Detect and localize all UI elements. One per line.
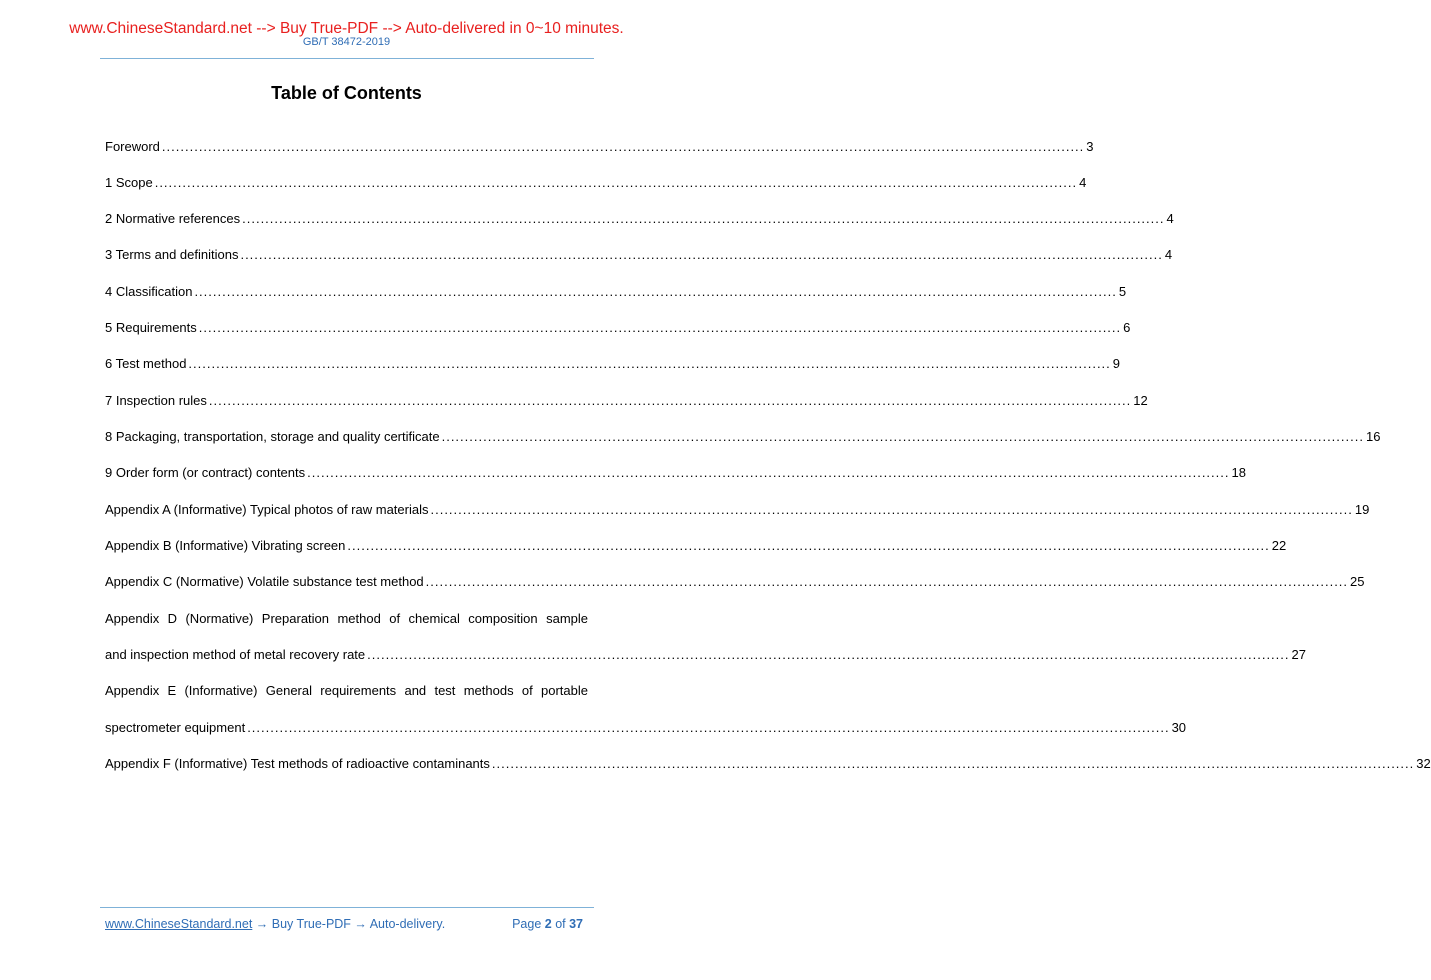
dot-leader: ........................................................................................................................................................................................................ — [347, 538, 1270, 553]
toc-entry-label: spectrometer equipment — [105, 720, 246, 735]
toc-entry-label: Appendix C (Normative) Volatile substance test method — [105, 574, 424, 589]
toc-entry-page: 25 — [1350, 574, 1365, 589]
standard-number: GB/T 38472-2019 — [302, 36, 391, 48]
footer-divider — [100, 907, 594, 908]
toc-entry-label: 6 Test method — [105, 356, 187, 371]
footer-text: → Buy True-PDF → Auto-delivery. — [252, 917, 446, 931]
toc-entry-packaging[interactable] — [105, 428, 1381, 446]
toc-entry-page: 22 — [1271, 538, 1287, 553]
toc-entry-page: 3 — [1086, 139, 1094, 154]
page-total: 37 — [569, 917, 583, 931]
footer-site-link[interactable]: www.ChineseStandard.net — [105, 917, 253, 931]
promo-banner[interactable]: www.ChineseStandard.net --> Buy True-PDF --> Auto-delivered in 0~10 minutes. — [69, 20, 624, 37]
toc-entry-page: 9 — [1112, 356, 1121, 371]
toc-entry-label: and inspection method of metal recovery rate — [105, 647, 366, 662]
toc-entry-appendix-a[interactable] — [105, 501, 1370, 519]
toc-entry-classification[interactable] — [105, 283, 1127, 301]
toc-entry-appendix-f[interactable] — [105, 755, 1431, 773]
toc-entry-appendix-d-line1[interactable]: Appendix D (Normative) Preparation method of chemical composition sample — [105, 611, 588, 626]
dot-leader: ........................................................................................................................................................................................................ — [161, 139, 1085, 154]
toc-entry-appendix-c[interactable] — [105, 573, 1365, 591]
toc-entry-page: 12 — [1133, 393, 1148, 408]
toc-entry-appendix-e[interactable] — [105, 719, 1187, 737]
toc-entry-page: 18 — [1231, 465, 1246, 480]
toc-entry-page: 16 — [1365, 429, 1381, 444]
toc-entry-order-form[interactable] — [105, 464, 1246, 482]
toc-entry-label: 2 Normative references — [105, 211, 241, 226]
dot-leader: ........................................................................................................................................................................................................ — [307, 465, 1230, 480]
dot-leader: ........................................................................................................................................................................................................ — [367, 647, 1290, 662]
dot-leader: ........................................................................................................................................................................................................ — [242, 211, 1165, 226]
toc-entry-page: 4 — [1079, 175, 1087, 190]
dot-leader: ........................................................................................................................................................................................................ — [425, 574, 1349, 589]
dot-leader: ........................................................................................................................................................................................................ — [247, 720, 1170, 735]
toc-entry-terms-definitions[interactable] — [105, 246, 1173, 264]
dot-leader: ........................................................................................................................................................................................................ — [194, 284, 1117, 299]
dot-leader: ........................................................................................................................................................................................................ — [430, 502, 1353, 517]
page-indicator — [512, 915, 583, 933]
toc-entry-foreword[interactable] — [105, 138, 1094, 156]
toc-entry-label: 4 Classification — [105, 284, 193, 299]
page-footer — [105, 915, 588, 933]
toc-entry-label: 7 Inspection rules — [105, 393, 207, 408]
toc-entry-page: 6 — [1123, 320, 1131, 335]
toc-entry-page: 19 — [1354, 502, 1370, 517]
dot-leader: ........................................................................................................................................................................................................ — [491, 756, 1415, 771]
toc-entry-page: 27 — [1291, 647, 1306, 662]
toc-entry-requirements[interactable] — [105, 319, 1131, 337]
toc-entry-label: 5 Requirements — [105, 320, 197, 335]
toc-entry-label: 8 Packaging, transportation, storage and quality certificate — [105, 429, 440, 444]
toc-entry-label: Appendix B (Informative) Vibrating screen — [105, 538, 346, 553]
toc-entry-label: 1 Scope — [105, 175, 153, 190]
toc-entry-normative-references[interactable] — [105, 210, 1174, 228]
dot-leader: ........................................................................................................................................................................................................ — [188, 356, 1111, 371]
toc-entry-page: 32 — [1416, 756, 1431, 771]
header-divider — [100, 58, 594, 59]
page-current: 2 — [544, 917, 552, 931]
toc-entry-test-method[interactable] — [105, 355, 1121, 373]
dot-leader: ........................................................................................................................................................................................................ — [198, 320, 1122, 335]
toc-entry-appendix-d[interactable] — [105, 646, 1306, 664]
toc-entry-label: 9 Order form (or contract) contents — [105, 465, 306, 480]
toc-entry-appendix-b[interactable] — [105, 537, 1287, 555]
toc-entry-page: 4 — [1166, 211, 1174, 226]
dot-leader: ........................................................................................................................................................................................................ — [441, 429, 1364, 444]
toc-entry-page: 30 — [1171, 720, 1187, 735]
dot-leader: ........................................................................................................................................................................................................ — [154, 175, 1078, 190]
toc-entry-appendix-e-line1[interactable]: Appendix E (Informative) General requirements and test methods of portable — [105, 683, 588, 698]
page-of: of — [551, 917, 570, 931]
toc-entry-label: Foreword — [105, 139, 160, 154]
toc-entry-label: 3 Terms and definitions — [105, 247, 239, 262]
page-title: Table of Contents — [271, 83, 422, 103]
toc-entry-scope[interactable] — [105, 174, 1087, 192]
dot-leader: ........................................................................................................................................................................................................ — [240, 247, 1163, 262]
toc-entry-page: 4 — [1164, 247, 1173, 262]
page-prefix: Page — [512, 917, 545, 931]
toc-entry-inspection-rules[interactable] — [105, 392, 1148, 410]
dot-leader: ........................................................................................................................................................................................................ — [208, 393, 1132, 408]
toc-entry-page: 5 — [1118, 284, 1127, 299]
toc-entry-label: Appendix F (Informative) Test methods of radioactive contaminants — [105, 756, 490, 771]
toc-entry-label: Appendix A (Informative) Typical photos of raw materials — [105, 502, 429, 517]
